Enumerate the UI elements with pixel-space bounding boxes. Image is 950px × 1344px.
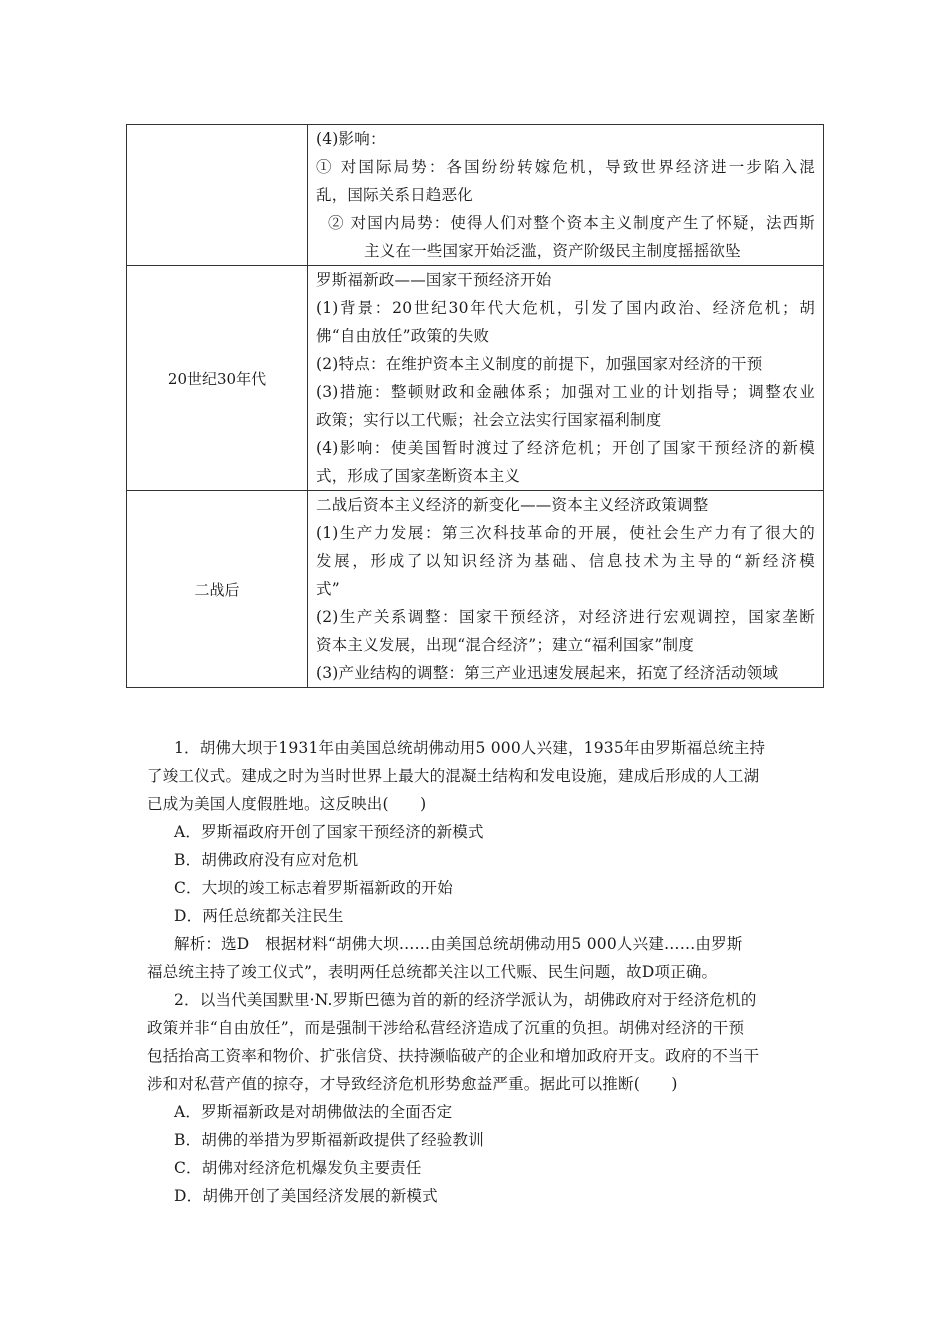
option-d: D．胡佛开创了美国经济发展的新模式 <box>174 1187 438 1205</box>
content-line: 主义在一些国家开始泛滥，资产阶级民主制度摇摇欲坠 <box>364 242 741 260</box>
content-line: 式，形成了国家垄断资本主义 <box>316 467 521 485</box>
question-stem-line: 涉和对私营产值的掠夺，才导致经济危机形势愈益严重。据此可以推断( ) <box>147 1075 678 1093</box>
analysis-line: 福总统主持了竣工仪式”，表明两任总统都关注以工代赈、民生问题，故D项正确。 <box>147 963 718 981</box>
content-line: 佛“自由放任”政策的失败 <box>316 327 490 345</box>
option-b: B．胡佛政府没有应对危机 <box>174 851 359 869</box>
period-cell <box>127 125 308 266</box>
content-line: (3)产业结构的调整：第三产业迅速发展起来，拓宽了经济活动领域 <box>316 664 779 682</box>
question-1 <box>147 734 811 986</box>
question-stem-line: 2．以当代美国默里·N.罗斯巴德为首的新的经济学派认为，胡佛政府对于经济危机的 <box>174 991 757 1009</box>
content-line: 政策；实行以工代赈；社会立法实行国家福利制度 <box>316 411 662 429</box>
content-line: (4)影响： <box>316 130 386 148</box>
content-line: (1)生产力发展：第三次科技革命的开展，使社会生产力有了很大的 <box>316 524 815 542</box>
question-stem-line: 了竣工仪式。建成之时为当时世界上最大的混凝土结构和发电设施，建成后形成的人工湖 <box>147 767 760 785</box>
question-stem-line: 包括抬高工资率和物价、扩张信贷、扶持濒临破产的企业和增加政府开支。政府的不当干 <box>147 1047 760 1065</box>
content-line: 二战后资本主义经济的新变化——资本主义经济政策调整 <box>316 496 709 514</box>
question-stem-line: 1．胡佛大坝于1931年由美国总统胡佛动用5 000人兴建，1935年由罗斯福总统主持 <box>174 739 766 757</box>
content-line: 发展，形成了以知识经济为基础、信息技术为主导的“新经济模 <box>316 552 815 570</box>
option-a: A．罗斯福政府开创了国家干预经济的新模式 <box>174 823 484 841</box>
summary-table <box>126 124 824 688</box>
table-row <box>127 125 824 266</box>
question-2 <box>147 986 811 1210</box>
content-cell <box>308 491 824 688</box>
content-line: (3)措施：整顿财政和金融体系；加强对工业的计划指导；调整农业 <box>316 383 815 401</box>
question-stem-line: 政策并非“自由放任”，而是强制干涉给私营经济造成了沉重的负担。胡佛对经济的干预 <box>147 1019 745 1037</box>
content-line: 乱，国际关系日趋恶化 <box>316 186 474 204</box>
content-line: 罗斯福新政——国家干预经济开始 <box>316 271 552 289</box>
content-line: (4)影响：使美国暂时渡过了经济危机；开创了国家干预经济的新模 <box>316 439 815 457</box>
option-c: C．胡佛对经济危机爆发负主要责任 <box>174 1159 422 1177</box>
option-d: D．两任总统都关注民生 <box>174 907 344 925</box>
analysis-line: 解析：选D 根据材料“胡佛大坝……由美国总统胡佛动用5 000人兴建……由罗斯 <box>174 935 743 953</box>
table-row <box>127 266 824 491</box>
content-line: 式” <box>316 580 340 598</box>
content-line: (2)生产关系调整：国家干预经济，对经济进行宏观调控，国家垄断 <box>316 608 815 626</box>
table-row <box>127 491 824 688</box>
content-line: (2)特点：在维护资本主义制度的前提下，加强国家对经济的干预 <box>316 355 763 373</box>
question-stem-line: 已成为美国人度假胜地。这反映出( ) <box>147 795 427 813</box>
option-c: C．大坝的竣工标志着罗斯福新政的开始 <box>174 879 453 897</box>
content-line: ② 对国内局势：使得人们对整个资本主义制度产生了怀疑，法西斯 <box>328 214 815 232</box>
option-a: A．罗斯福新政是对胡佛做法的全面否定 <box>174 1103 453 1121</box>
content-line: (1)背景：20世纪30年代大危机，引发了国内政治、经济危机；胡 <box>316 299 815 317</box>
option-b: B．胡佛的举措为罗斯福新政提供了经验教训 <box>174 1131 484 1149</box>
content-cell <box>308 125 824 266</box>
period-cell: 20世纪30年代 <box>127 266 308 491</box>
period-cell: 二战后 <box>127 491 308 688</box>
content-cell <box>308 266 824 491</box>
content-line: ① 对国际局势：各国纷纷转嫁危机，导致世界经济进一步陷入混 <box>316 158 815 176</box>
content-line: 资本主义发展，出现“混合经济”；建立“福利国家”制度 <box>316 636 694 654</box>
